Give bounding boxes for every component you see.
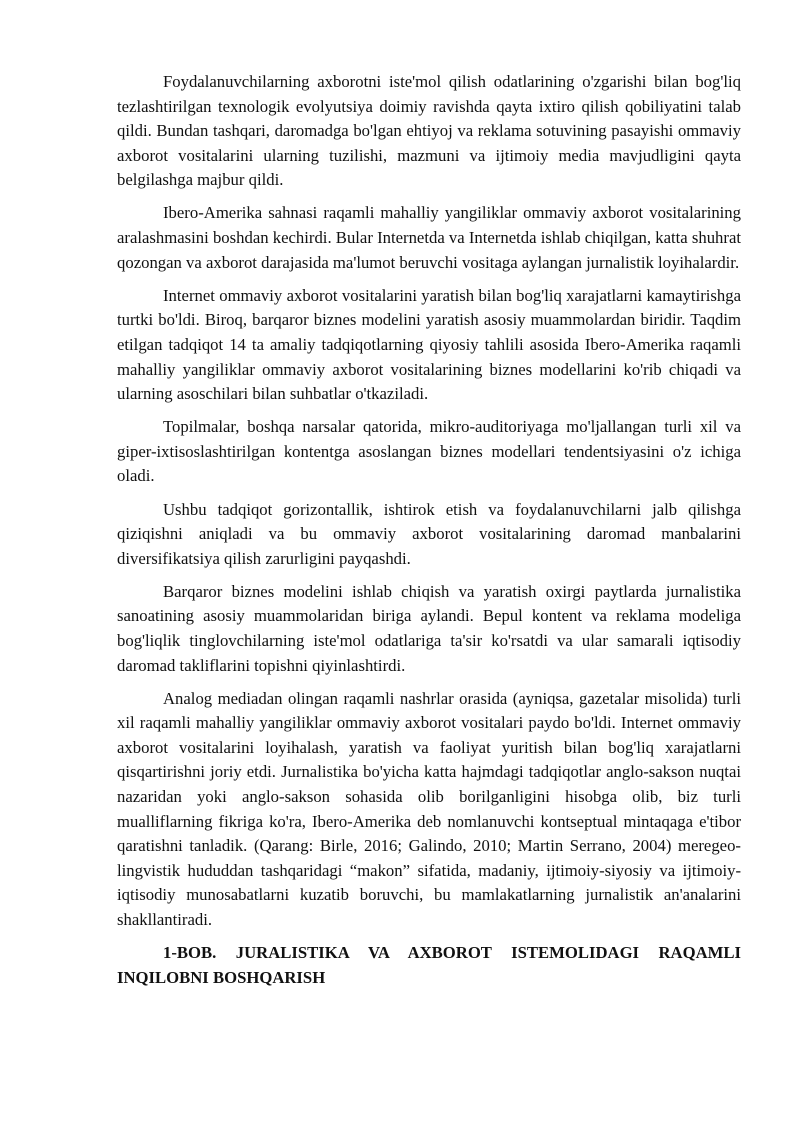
paragraph-1: Foydalanuvchilarning axborotni iste'mol qilish odatlarining o'zgarishi bilan bog'liq tezlashtirilgan texnologik evolyutsiya doimiy ravishda qayta ixtiro qilish qobiliyatini talab qildi. Bundan tashqari, daromadga bo'lgan ehtiyoj va reklama sotuvining pasayishi ommaviy axborot vositalarini ularning tuzilishi, mazmuni va ijtimoiy media mavjudligini qayta belgilashga majbur qildi. xyxy=(117,72,741,190)
paragraph-6: Barqaror biznes modelini ishlab chiqish va yaratish oxirgi paytlarda jurnalistika sanoatining asosiy muammolaridan biriga aylandi. Bepul kontent va reklama modeliga bog'liqlik tinglovchilarning iste'mol odatlariga ta'sir ko'rsatdi va ular samarali iqtisodiy daromad takliflarini topishni qiyinlashtirdi. xyxy=(117,581,741,675)
paragraph-4: Topilmalar, boshqa narsalar qatorida, mikro-auditoriyaga mo'ljallangan turli xil va giper-ixtisoslashtirilgan kontentga asoslangan biznes modellari tendentsiyasini o'z ichiga oladi. xyxy=(117,417,741,486)
paragraph-3: Internet ommaviy axborot vositalarini yaratish bilan bog'liq xarajatlarni kamaytirishga turtki bo'ldi. Biroq, barqaror biznes modelini yaratish asosiy muammolardan biridir. Taqdim etilgan tadqiqot 14 ta amaliy tadqiqotlarning qiyosiy tahlili asosida Ibero-Amerika raqamli mahalliy yangiliklar ommaviy axborot vositalarining biznes modellarini ko'rib chiqadi va ularning asoschilari bilan suhbatlar o'tkaziladi. xyxy=(117,285,741,404)
document-page xyxy=(117,70,741,990)
chapter-heading: 1-BOB. JURALISTIKA VA AXBOROT ISTEMOLIDAGI RAQAMLI INQILOBNI BOSHQARISH xyxy=(117,943,741,987)
paragraph-5: Ushbu tadqiqot gorizontallik, ishtirok etish va foydalanuvchilarni jalb qilishga qiziqishni aniqladi va bu ommaviy axborot vositalarining daromad manbalarini diversifikatsiya qilish zarurligini payqashdi. xyxy=(117,499,741,568)
paragraph-7: Analog mediadan olingan raqamli nashrlar orasida (ayniqsa, gazetalar misolida) turli xil raqamli mahalliy yangiliklar ommaviy axborot vositalari paydo bo'ldi. Internet ommaviy axborot vositalarini loyihalash, yaratish va faoliyat yuritish bilan bog'liq xarajatlarni qisqartirishni joriy etdi. Jurnalistika bo'yicha katta hajmdagi tadqiqotlar anglo-sakson nuqtai nazaridan yoki anglo-sakson sohasida olib borilganligini hisobga olib, biz turli mualliflarning fikriga ko'ra, Ibero-Amerika deb nomlanuvchi kontseptual mintaqaga e'tibor qaratishni tanladik. (Qarang: Birle, 2016; Galindo, 2010; Martin Serrano, 2004) meregeo-lingvistik hududdan tashqaridagi “makon” sifatida, madaniy, ijtimoiy-siyosiy va ijtimoiy-iqtisodiy munosabatlarni kuzatib boruvchi, bu mamlakatlarning jurnalistik an'analarini shakllantiradi. xyxy=(117,688,741,929)
paragraph-2: Ibero-Amerika sahnasi raqamli mahalliy yangiliklar ommaviy axborot vositalarining aralashmasini boshdan kechirdi. Bular Internetda va Internetda ishlab chiqilgan, katta shuhrat qozongan va axborot darajasida ma'lumot beruvchi vositaga aylangan jurnalistik loyihalardir. xyxy=(117,203,741,272)
